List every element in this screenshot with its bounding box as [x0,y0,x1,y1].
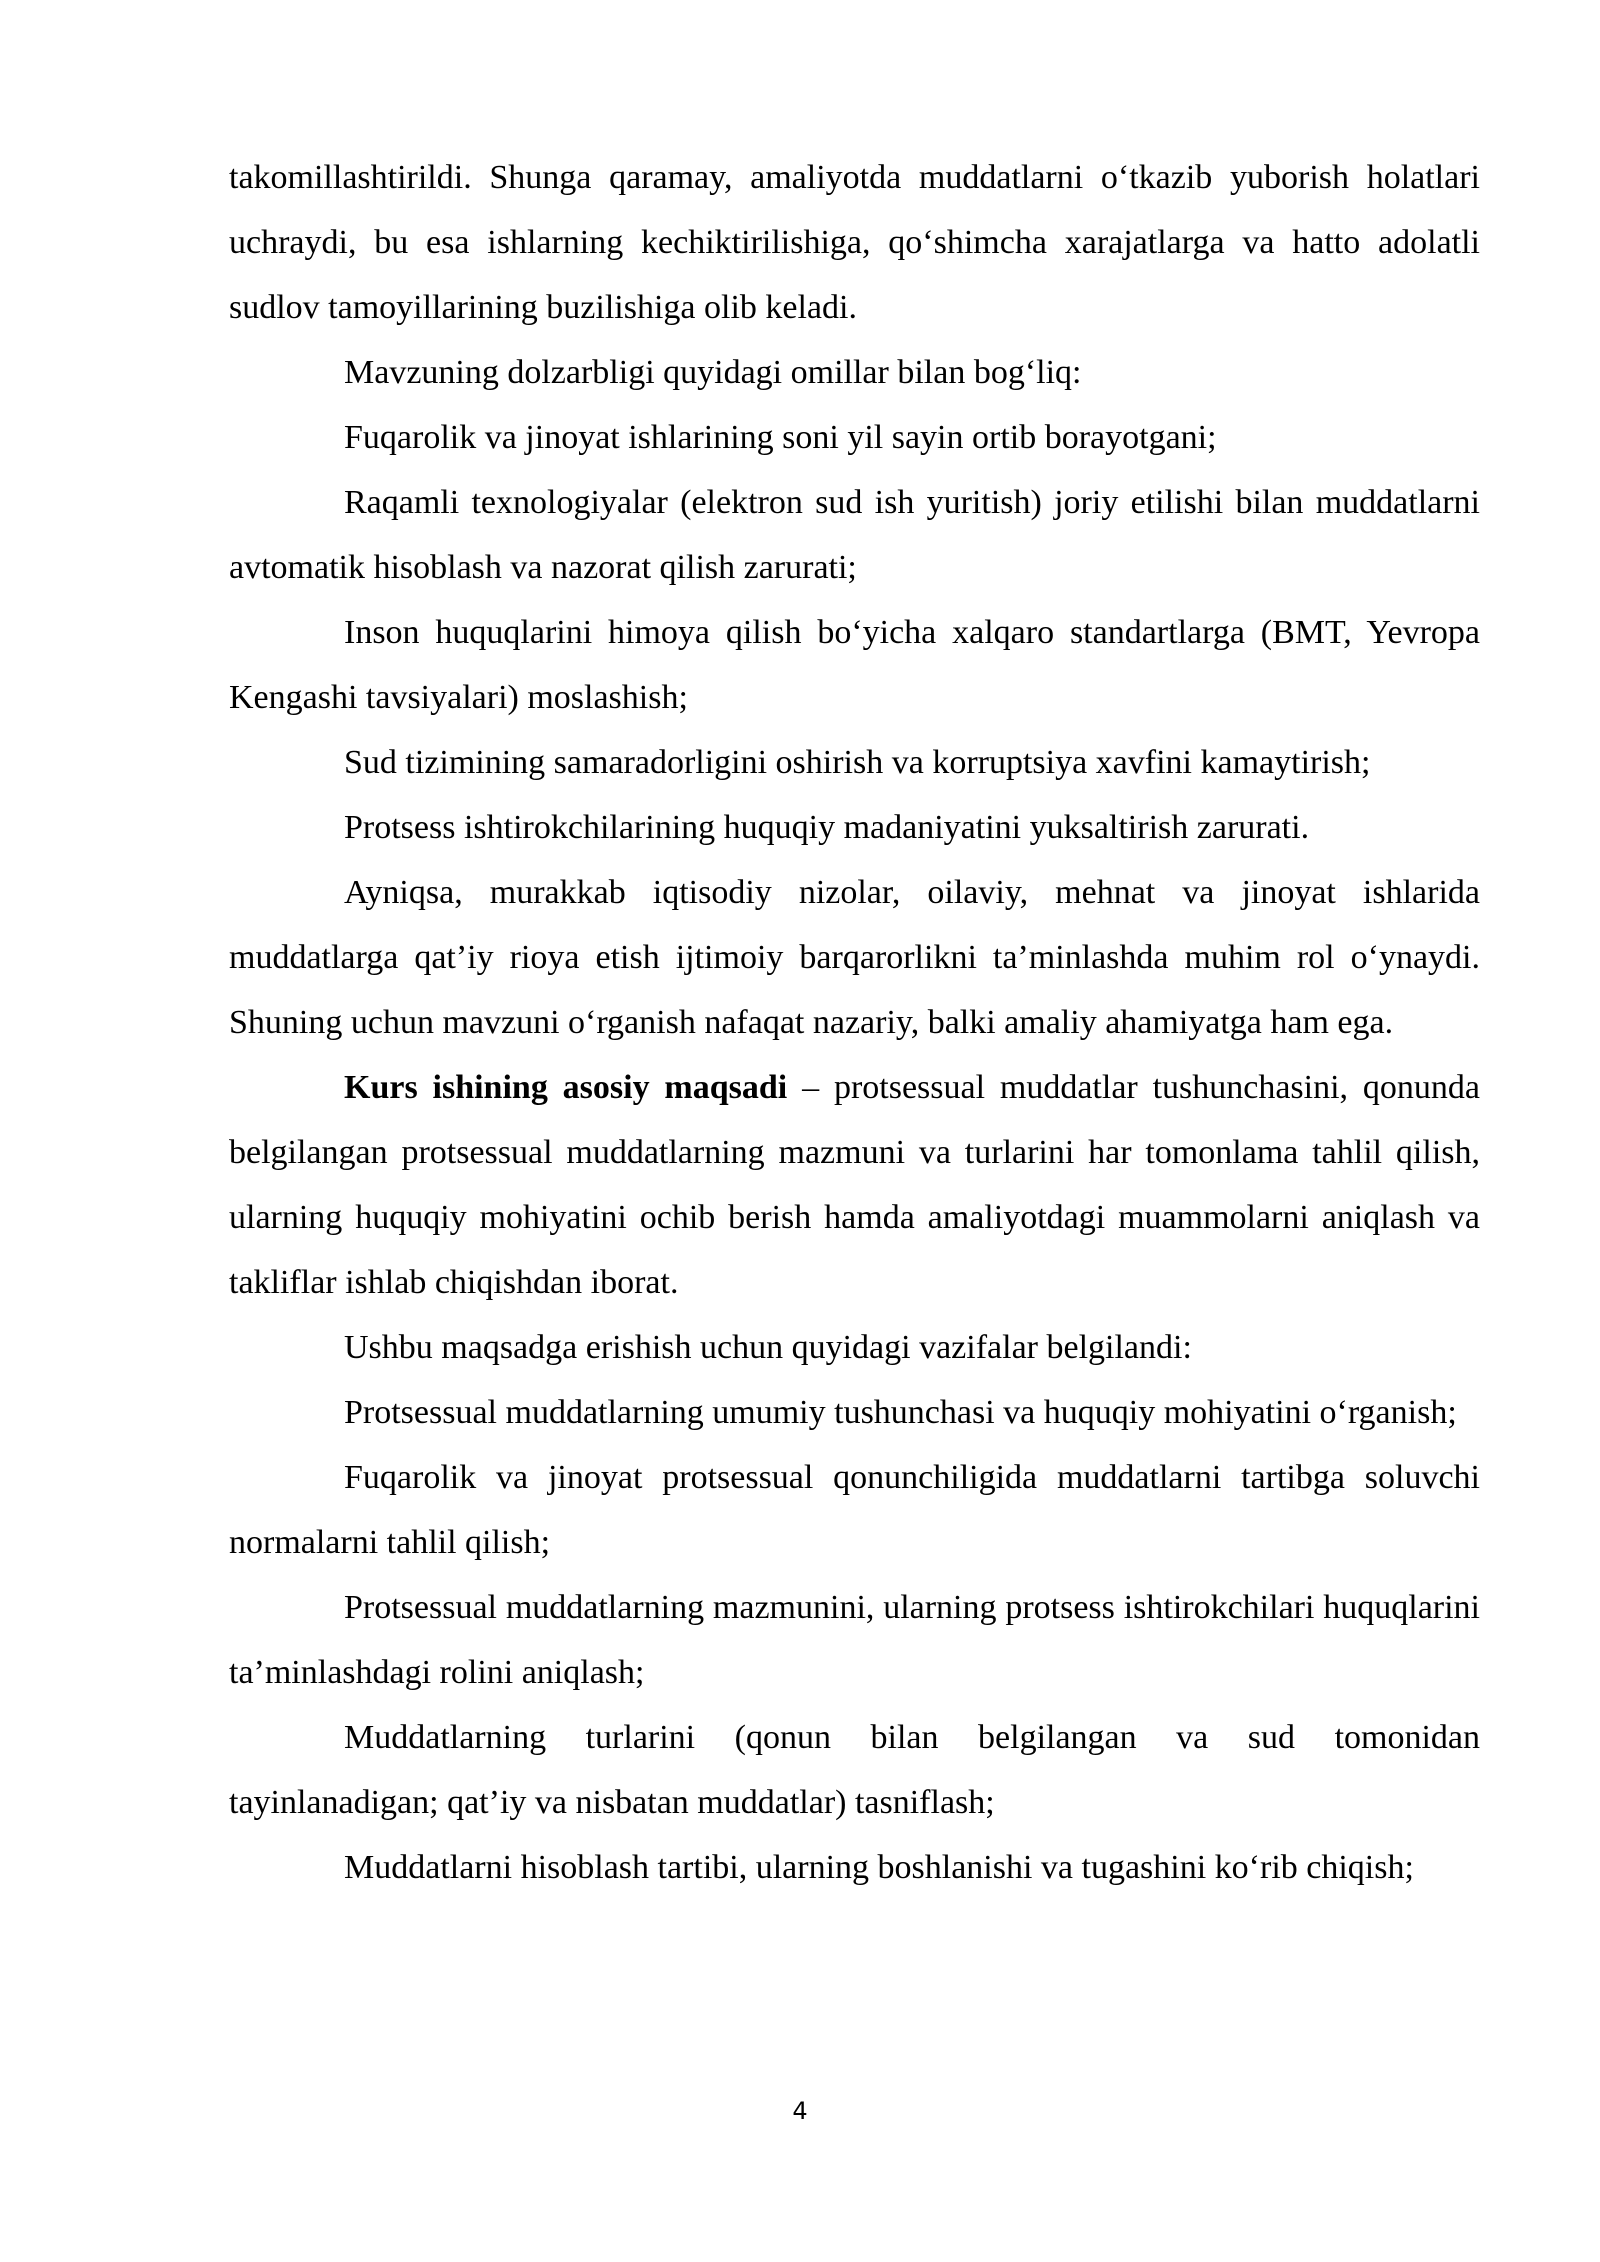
page-body [229,145,1480,1900]
paragraph-relevance-item: Inson huquqlarini himoya qilish bo‘yicha xalqaro standartlarga (BMT, Yevropa Kengashi tavsiyalari) moslashish; [229,614,1480,716]
paragraph-relevance-intro: Mavzuning dolzarbligi quyidagi omillar bilan bog‘liq: [344,354,1082,391]
paragraph-continuation: takomillashtirildi. Shunga qaramay, amaliyotda muddatlarni o‘tkazib yuborish holatlari uchraydi, bu esa ishlarning kechiktirilishiga, qo‘shimcha xarajatlarga va hatto adolatli sudlov tamoyillarining buzilishiga olib keladi. [229,159,1480,326]
goal-text: – protsessual muddatlar tushunchasini, qonunda belgilangan protsessual muddatlarning mazmuni va turlarini har tomonlama tahlil qilish, ularning huquqiy mohiyatini ochib berish hamda amaliyotdagi muammolarni aniqlash va takliflar ishlab chiqishdan iborat. [229,1069,1480,1301]
task-item: Muddatlarning turlarini (qonun bilan belgilangan va sud tomonidan tayinlanadigan; qat’iy va nisbatan muddatlar) tasniflash; [229,1719,1480,1821]
task-item: Muddatlarni hisoblash tartibi, ularning boshlanishi va tugashini ko‘rib chiqish; [344,1849,1414,1886]
paragraph-relevance-item: Sud tizimining samaradorligini oshirish va korruptsiya xavfini kamaytirish; [344,744,1371,781]
task-item: Protsessual muddatlarning umumiy tushunchasi va huquqiy mohiyatini o‘rganish; [344,1394,1457,1431]
goal-heading: Kurs ishining asosiy maqsadi [344,1069,788,1106]
paragraph-goal [229,1055,1480,1315]
paragraph-relevance-item: Fuqarolik va jinoyat ishlarining soni yil sayin ortib borayotgani; [344,419,1217,456]
task-item: Fuqarolik va jinoyat protsessual qonunchiligida muddatlarni tartibga soluvchi normalarni tahlil qilish; [229,1459,1480,1561]
paragraph-tasks-intro: Ushbu maqsadga erishish uchun quyidagi vazifalar belgilandi: [344,1329,1192,1366]
paragraph-significance: Ayniqsa, murakkab iqtisodiy nizolar, oilaviy, mehnat va jinoyat ishlarida muddatlarga qat’iy rioya etish ijtimoiy barqarorlikni ta’minlashda muhim rol o‘ynaydi. Shuning uchun mavzuni o‘rganish nafaqat nazariy, balki amaliy ahamiyatga ham ega. [229,874,1480,1041]
task-item: Protsessual muddatlarning mazmunini, ularning protsess ishtirokchilari huquqlarini ta’minlashdagi rolini aniqlash; [229,1589,1480,1691]
paragraph-relevance-item: Raqamli texnologiyalar (elektron sud ish yuritish) joriy etilishi bilan muddatlarni avtomatik hisoblash va nazorat qilish zarurati; [229,484,1480,586]
page-number: 4 [792,2097,808,2125]
paragraph-relevance-item: Protsess ishtirokchilarining huquqiy madaniyatini yuksaltirish zarurati. [344,809,1310,846]
